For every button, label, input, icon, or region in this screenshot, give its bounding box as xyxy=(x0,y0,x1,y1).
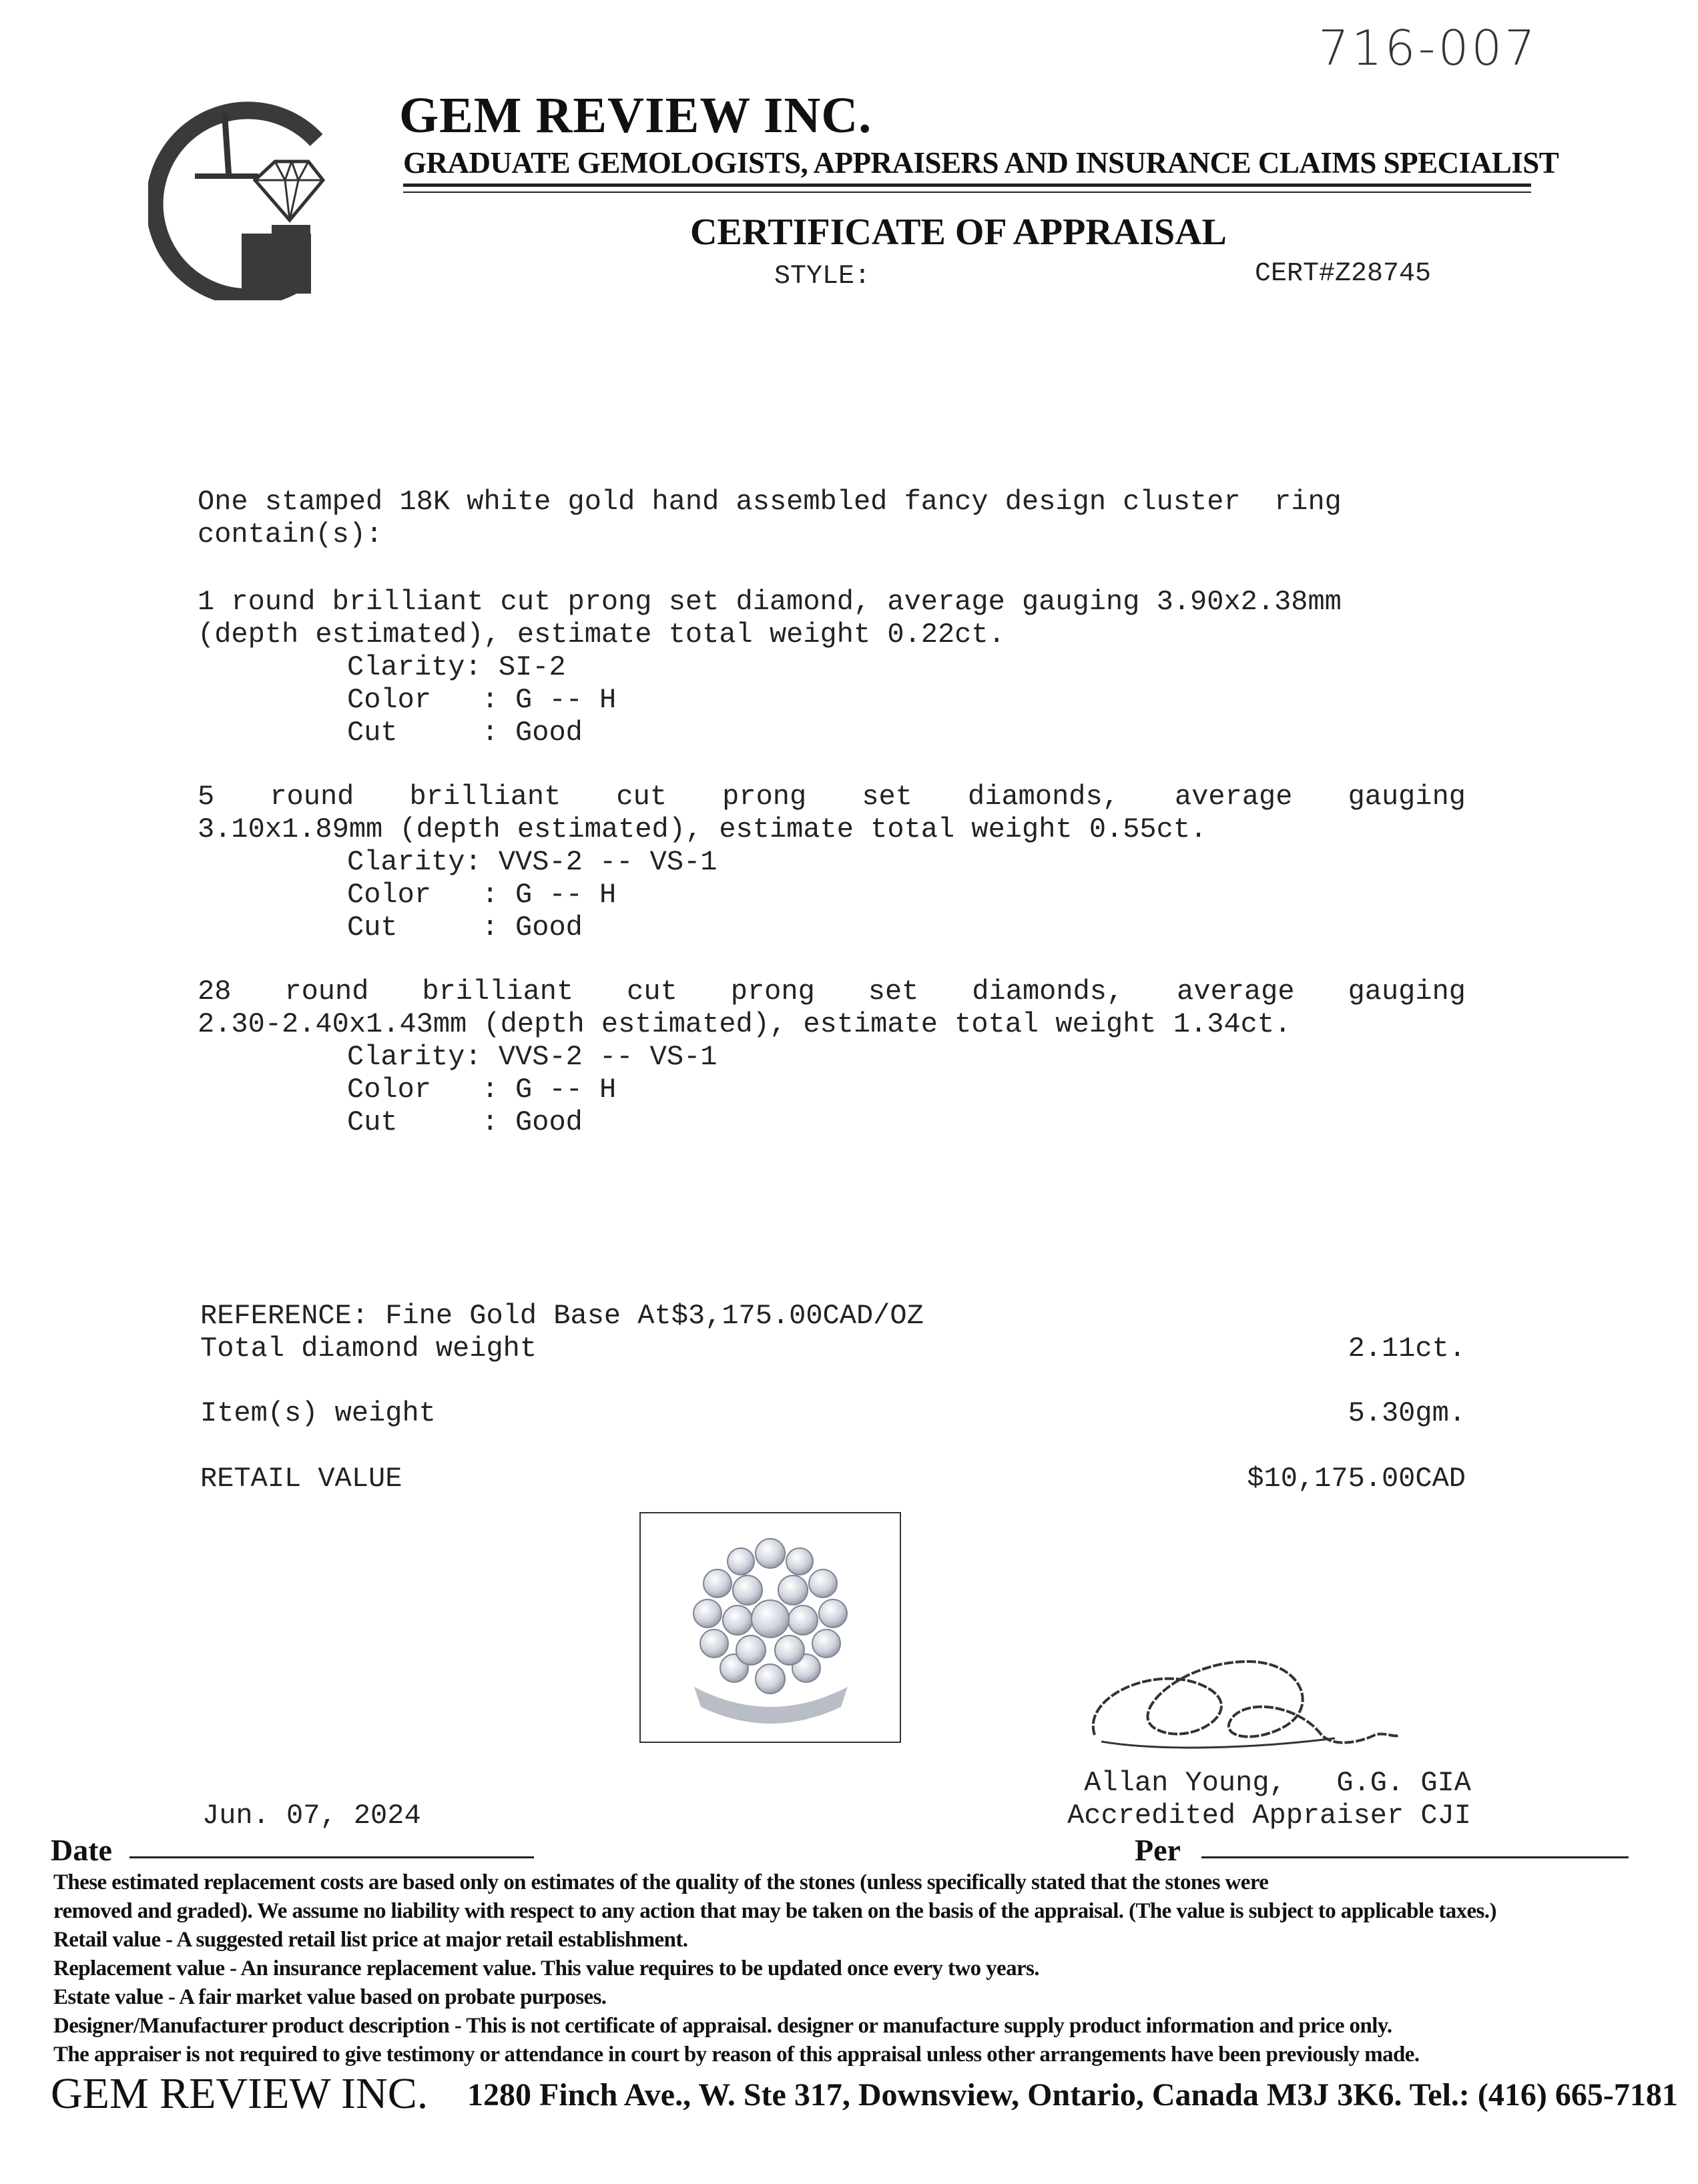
per-line xyxy=(1201,1856,1629,1858)
stone-description-line: 28 round brilliant cut prong set diamonds, average gauging xyxy=(198,976,1466,1008)
retail-value-amount: $10,175.00CAD xyxy=(1247,1463,1466,1495)
style-label: STYLE: xyxy=(774,262,871,292)
stone-clarity: Clarity: VVS-2 -- VS-1 xyxy=(347,1041,718,1073)
stone-color: Color : G -- H xyxy=(347,1074,617,1106)
disclaimer-line: Estate value - A fair market value based on probate purposes. xyxy=(53,1985,607,2009)
company-tagline: GRADUATE GEMOLOGISTS, APPRAISERS AND INSURANCE CLAIMS SPECIALIST xyxy=(403,146,1559,179)
disclaimer-line: removed and graded). We assume no liability with respect to any action that may be taken on the basis of the appraisal. (The value is subject to applicable taxes.) xyxy=(53,1899,1496,1923)
date-line xyxy=(129,1856,534,1858)
stone-description-line: 3.10x1.89mm (depth estimated), estimate total weight 0.55ct. xyxy=(198,813,1207,845)
company-name: GEM REVIEW INC. xyxy=(399,87,872,143)
appraiser-name: Allan Young, G.G. GIA xyxy=(1084,1767,1471,1799)
certificate-number: CERT#Z28745 xyxy=(1255,259,1432,289)
total-weight-label: Total diamond weight xyxy=(200,1333,537,1365)
appraiser-signature xyxy=(1081,1635,1402,1762)
per-label: Per xyxy=(1135,1833,1181,1867)
date-label: Date xyxy=(51,1833,112,1867)
item-weight-label: Item(s) weight xyxy=(200,1397,436,1429)
disclaimer-line: Retail value - A suggested retail list price at major retail establishment. xyxy=(53,1928,688,1952)
stone-cut: Cut : Good xyxy=(347,1106,583,1138)
stone-description-line: 2.30-2.40x1.43mm (depth estimated), estimate total weight 1.34ct. xyxy=(198,1008,1292,1040)
header-rule-thin xyxy=(403,192,1531,193)
stone-clarity: Clarity: SI-2 xyxy=(347,651,566,683)
header-rule xyxy=(403,184,1531,187)
stone-clarity: Clarity: VVS-2 -- VS-1 xyxy=(347,846,718,878)
item-description-line: One stamped 18K white gold hand assembled fancy design cluster ring xyxy=(198,486,1342,518)
stone-description-line: 5 round brilliant cut prong set diamonds, average gauging xyxy=(198,781,1466,813)
document-title: CERTIFICATE OF APPRAISAL xyxy=(690,212,1227,253)
item-description-line: contain(s): xyxy=(198,518,383,551)
item-weight-value: 5.30gm. xyxy=(1348,1397,1466,1429)
disclaimer-line: The appraiser is not required to give testimony or attendance in court by reason of this appraisal unless other arrangements have been previously made. xyxy=(53,2043,1420,2067)
disclaimer-line: Designer/Manufacturer product description - This is not certificate of appraisal. designer or manufacture supply product information and price only. xyxy=(53,2014,1392,2038)
footer-disclaimer xyxy=(53,1868,1669,2069)
stone-description-line: 1 round brilliant cut prong set diamond, average gauging 3.90x2.38mm xyxy=(198,586,1342,618)
handwritten-reference-note: 716-007 xyxy=(1318,20,1538,76)
retail-value-label: RETAIL VALUE xyxy=(200,1463,402,1495)
gold-reference: REFERENCE: Fine Gold Base At$3,175.00CAD/OZ xyxy=(200,1300,924,1332)
total-weight-value: 2.11ct. xyxy=(1348,1333,1466,1365)
company-logo xyxy=(148,100,342,300)
disclaimer-line: These estimated replacement costs are based only on estimates of the quality of the stones (unless specifically stated that the stones were xyxy=(53,1870,1269,1894)
footer-address: 1280 Finch Ave., W. Ste 317, Downsview, Ontario, Canada M3J 3K6. Tel.: (416) 665-7181 xyxy=(467,2077,1678,2113)
footer-company-name: GEM REVIEW INC. xyxy=(51,2069,429,2118)
appraiser-title: Accredited Appraiser CJI xyxy=(1067,1800,1471,1832)
appraisal-date: Jun. 07, 2024 xyxy=(202,1800,421,1832)
stone-description-line: (depth estimated), estimate total weight 0.22ct. xyxy=(198,619,1005,651)
stone-cut: Cut : Good xyxy=(347,717,583,749)
stone-cut: Cut : Good xyxy=(347,912,583,944)
ring-photo xyxy=(639,1512,901,1743)
disclaimer-line: Replacement value - An insurance replacement value. This value requires to be updated once every two years. xyxy=(53,1956,1039,1980)
stone-color: Color : G -- H xyxy=(347,879,617,911)
stone-color: Color : G -- H xyxy=(347,684,617,716)
